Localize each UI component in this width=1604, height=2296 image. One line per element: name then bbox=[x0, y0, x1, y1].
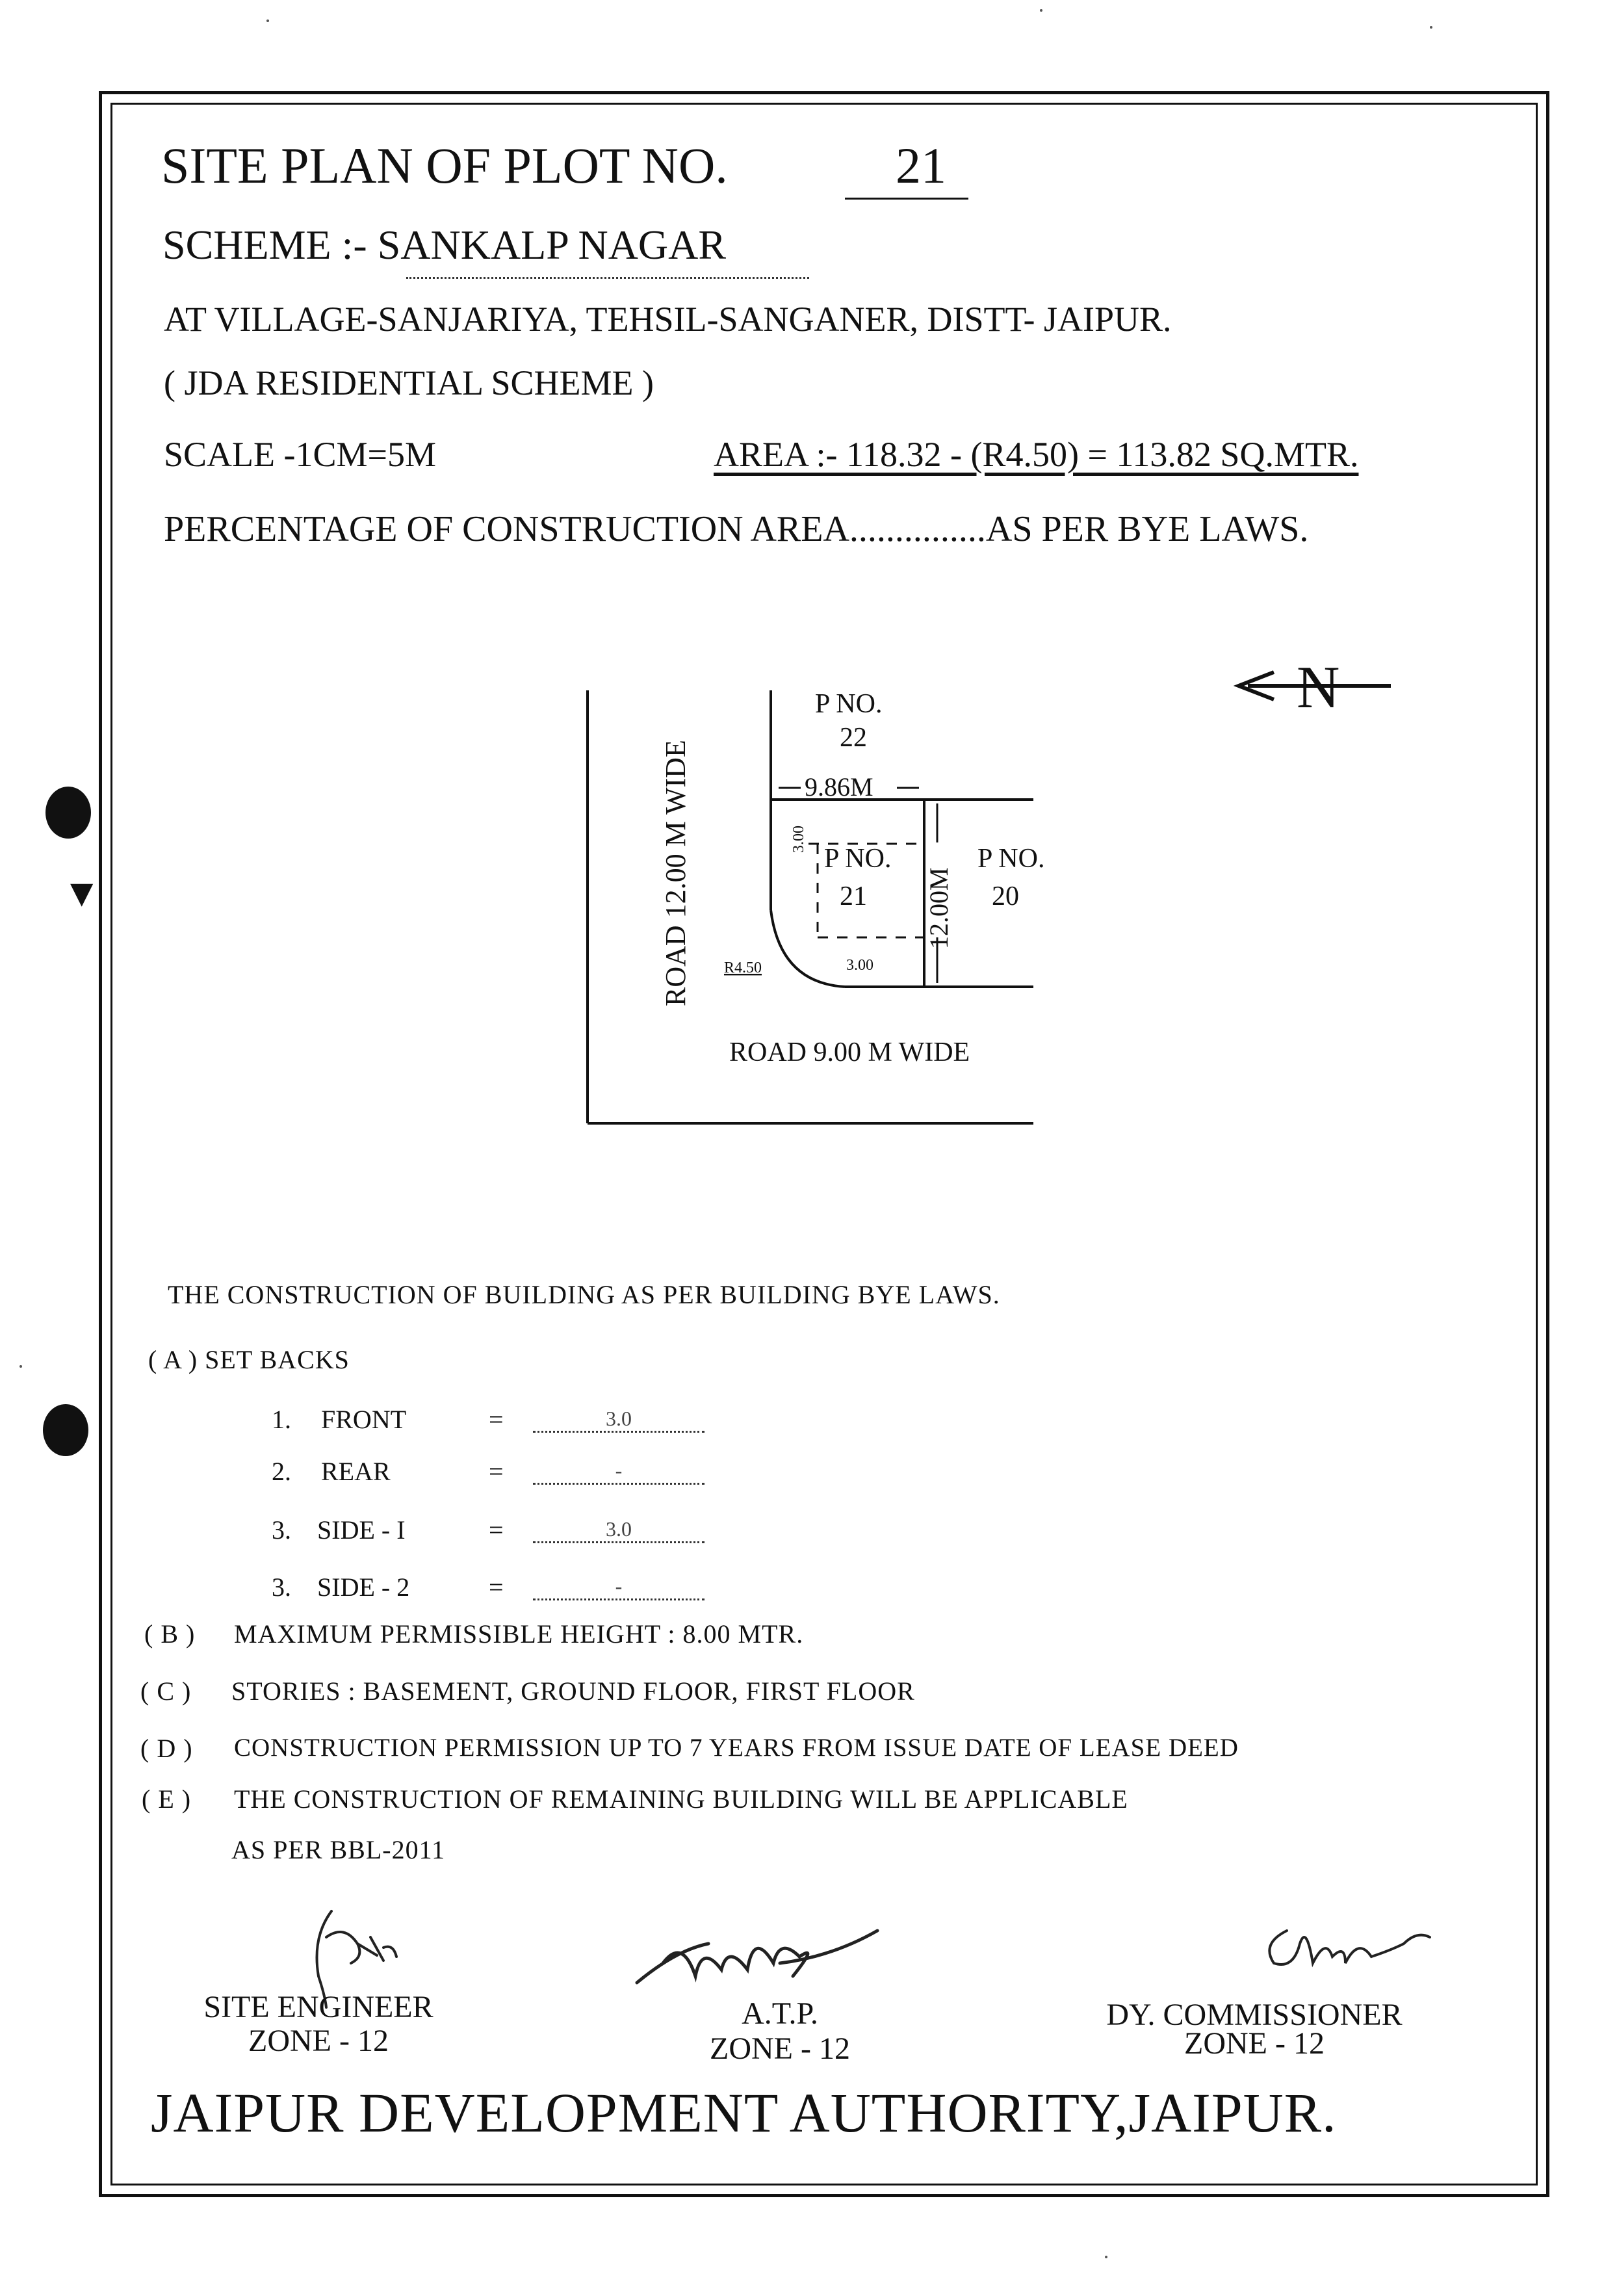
setback-name: FRONT bbox=[321, 1405, 407, 1434]
signature-atp bbox=[624, 1905, 884, 2009]
authority-footer: JAIPUR DEVELOPMENT AUTHORITY,JAIPUR. bbox=[151, 2081, 1337, 2144]
setback-name: SIDE - 2 bbox=[317, 1572, 410, 1602]
setback-num: 3. bbox=[272, 1572, 291, 1602]
setback-value-field: 3.0 bbox=[533, 1407, 705, 1433]
setback-eq: = bbox=[489, 1457, 504, 1486]
rule-e-text: THE CONSTRUCTION OF REMAINING BUILDING WILL BE APPLICABLE bbox=[234, 1784, 1128, 1814]
plot-21-label: P NO. bbox=[824, 844, 892, 874]
rule-c-mark: ( C ) bbox=[140, 1676, 192, 1706]
plot-22-number: 22 bbox=[840, 723, 867, 753]
setback-value-field: - bbox=[533, 1574, 705, 1600]
rule-e-mark: ( E ) bbox=[142, 1784, 192, 1814]
plot-21-number: 21 bbox=[840, 881, 867, 911]
setback-name: SIDE - I bbox=[317, 1515, 406, 1545]
setback-num: 1. bbox=[272, 1405, 291, 1434]
arrow-mark-icon: ▼ bbox=[62, 872, 101, 915]
rule-b-text: MAXIMUM PERMISSIBLE HEIGHT : 8.00 MTR. bbox=[234, 1619, 804, 1649]
depth-dimension: 12.00M bbox=[924, 867, 953, 949]
dy-commissioner-title: DY. COMMISSIONER bbox=[1106, 1998, 1403, 2032]
setbacks-heading: ( A ) SET BACKS bbox=[148, 1345, 350, 1374]
rule-e-text-continued: AS PER BBL-2011 bbox=[231, 1835, 446, 1864]
atp-title: A.T.P. bbox=[742, 1996, 818, 2031]
plot-22-label: P NO. bbox=[815, 689, 883, 719]
location-line: AT VILLAGE-SANJARIYA, TEHSIL-SANGANER, DISTT- JAIPUR. bbox=[164, 300, 1172, 339]
scheme-line: SCHEME :- SANKALP NAGAR bbox=[162, 222, 727, 268]
dy-commissioner-zone: ZONE - 12 bbox=[1184, 2026, 1325, 2061]
north-label: N bbox=[1297, 654, 1340, 720]
setback-value-field: - bbox=[533, 1459, 705, 1485]
rule-c-text: STORIES : BASEMENT, GROUND FLOOR, FIRST FLOOR bbox=[231, 1676, 915, 1706]
plot-20-number: 20 bbox=[992, 881, 1019, 911]
plot-20-label: P NO. bbox=[977, 844, 1045, 874]
area-line: AREA :- 118.32 - (R4.50) = 113.82 SQ.MTR. bbox=[714, 435, 1359, 474]
radius-label: R4.50 bbox=[724, 959, 762, 976]
plot-number: 21 bbox=[896, 137, 946, 194]
percentage-line: PERCENTAGE OF CONSTRUCTION AREA...............AS PER BYE LAWS. bbox=[164, 509, 1309, 549]
rule-d-text: CONSTRUCTION PERMISSION UP TO 7 YEARS FROM ISSUE DATE OF LEASE DEED bbox=[234, 1734, 1239, 1762]
setback-name: REAR bbox=[321, 1457, 391, 1486]
setback-eq: = bbox=[489, 1515, 504, 1545]
rule-b-mark: ( B ) bbox=[144, 1619, 196, 1649]
signature-dy-commissioner bbox=[1248, 1911, 1443, 1989]
rule-d-mark: ( D ) bbox=[140, 1734, 193, 1763]
site-plan-title: SITE PLAN OF PLOT NO. bbox=[161, 137, 728, 194]
setback-bottom-label: 3.00 bbox=[846, 957, 873, 974]
setback-top-label: 3.00 bbox=[790, 826, 807, 853]
atp-zone: ZONE - 12 bbox=[710, 2031, 850, 2066]
site-engineer-zone: ZONE - 12 bbox=[248, 2024, 389, 2058]
site-engineer-title: SITE ENGINEER bbox=[203, 1990, 433, 2024]
setback-num: 2. bbox=[272, 1457, 291, 1486]
setback-eq: = bbox=[489, 1405, 504, 1434]
scheme-type-line: ( JDA RESIDENTIAL SCHEME ) bbox=[164, 363, 654, 402]
road-south-label: ROAD 9.00 M WIDE bbox=[729, 1037, 970, 1067]
scale-line: SCALE -1CM=5M bbox=[164, 435, 437, 474]
setback-value-field: 3.0 bbox=[533, 1517, 705, 1543]
width-dimension: 9.86M bbox=[805, 772, 873, 802]
construction-statement: THE CONSTRUCTION OF BUILDING AS PER BUILDING BYE LAWS. bbox=[168, 1280, 1000, 1309]
road-west-label: ROAD 12.00 M WIDE bbox=[660, 740, 692, 1006]
setback-num: 3. bbox=[272, 1515, 291, 1545]
setback-eq: = bbox=[489, 1572, 504, 1602]
